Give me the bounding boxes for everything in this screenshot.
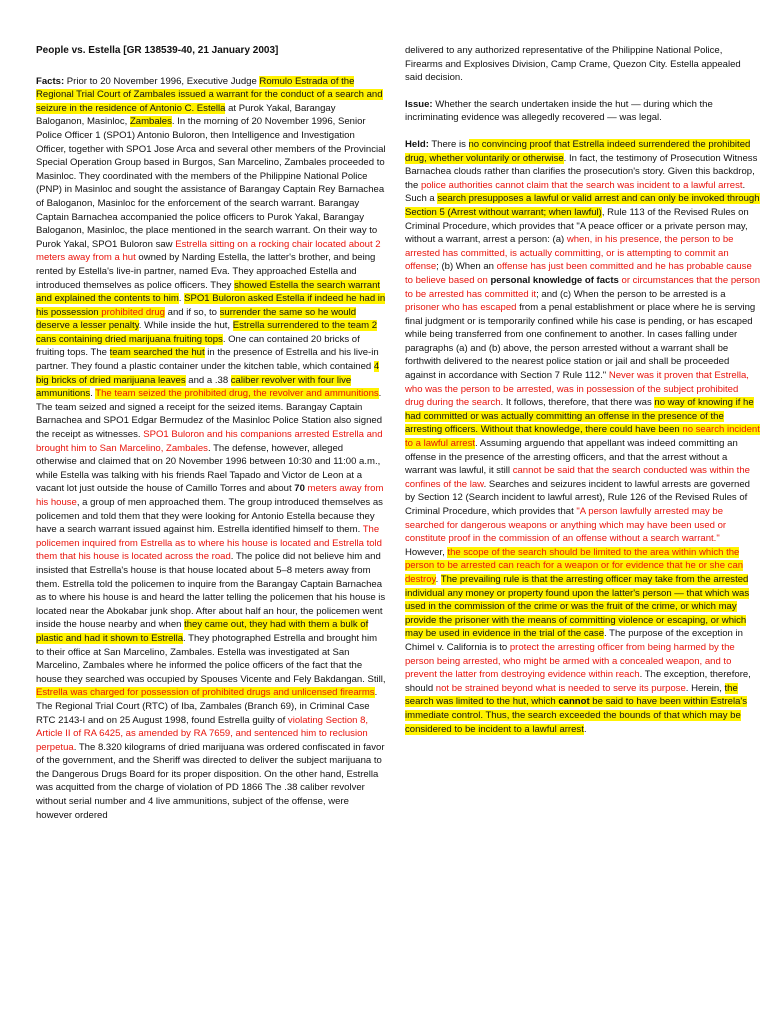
text-run: , Rule 113 of the Revised Rules on Criminal Procedure, which provides that "A peace officer or a private person may, without a warrant, arrest a person: (a) xyxy=(405,206,749,246)
text-run: cannot be said that the search conducted was within the confines of the law xyxy=(405,465,750,490)
text-run: the scope of the search should be limited to the area within which the person to be arrested can reach for a weapon or for evidence that he or she can destroy xyxy=(405,546,744,585)
text-run: . xyxy=(435,573,441,585)
text-run: ; (b) When an xyxy=(436,261,497,273)
text-run: be said to have been within Estrela's immediate control. Thus, the search exceeded the bounds of that which may be considered to be incident to a lawful arrest xyxy=(405,696,747,735)
facts-paragraph xyxy=(36,75,386,823)
text-run: no way of knowing if he had committed or was actually committing an offense in the presence of the arresting officers. Without that knowledge, there could have been xyxy=(405,397,754,436)
text-run: . The defense, however, alleged otherwise and claimed that on 20 November 1996 between 10:30 and 11:00 a.m., while Estella was talking with his friends Rael Tapado and Victor de Leon at a vacant lot just outside the house of Camillo Torres and about xyxy=(36,442,381,495)
text-run: ; and (c) When the person to be arrested is a xyxy=(536,288,726,300)
text-run: cannot xyxy=(558,696,590,708)
text-run: from a penal establishment or place where he is serving final judgment or is temporarily confined while his case is pending, or has escaped while being transferred from one confinement to another. In cases falling under paragraphs (a) and (b) above, the person arrested without a warrant shall be forthwith delivered to the nearest police station or jail and shall be proceeded against in accordance with Section 7 Rule 112." xyxy=(405,302,756,382)
text-run: , a group of men approached them. The group introduced themselves as policemen and told them that they were looking for Antonio Estella because they have a search warrant issued against him. Estrella identified himself to them. xyxy=(36,497,383,536)
text-run: prisoner who has escaped xyxy=(405,302,517,314)
text-run: prohibited drug xyxy=(101,306,165,318)
text-run: . xyxy=(178,293,185,305)
text-run: . The police did not believe him and insisted that Estrella's house is that house located about 5–8 meters away from them. Estrella told the policemen to inquire from the Barangay Captain Barnachea as to where his house is and heard the latter telling the policemen that his house is located near the Abokabar junk shop. After about half an hour, the policemen went inside the house nearby and when xyxy=(36,551,386,631)
text-run: . Herein, xyxy=(685,682,725,694)
text-run: at Purok Yakal, Barangay Baloganon, Masinloc, xyxy=(36,102,336,128)
text-run: . The Regional Trial Court (RTC) of Iba, Zambales (Branch 69), in Criminal Case RTC 2143-I and on 25 August 1998, found Estrella guilty of xyxy=(36,687,378,726)
facts-label: Facts: xyxy=(36,75,65,87)
text-run: and a .38 xyxy=(185,374,231,386)
text-run: owned by Narding Estella, the latter's brother, and being rented by Estella's live-in partner, named Eva. They approached Estella and introduced themselves as police officers. They xyxy=(36,252,376,291)
text-run: no search incident to a lawful arrest xyxy=(405,424,760,450)
text-run: personal knowledge of facts xyxy=(490,274,619,286)
issue-paragraph xyxy=(405,98,760,125)
text-run: . In fact, the testimony of Prosecution Witness Barnachea clouds rather than clarifies the prosecution's story. Given this backdrop, the xyxy=(405,152,758,191)
text-run: and if so, to xyxy=(164,306,220,318)
text-run: violating Section 8, Article II of RA 6425, as amended by RA 7659, and sentenced him to reclusion perpetua xyxy=(36,714,369,753)
text-run: Estrella surrendered to the team 2 cans containing dried marijuana fruiting tops xyxy=(36,320,378,345)
text-run: SPO1 Buloron asked Estella if indeed he had in his possession xyxy=(36,293,386,318)
issue-label: Issue: xyxy=(405,98,433,110)
text-run: police authorities cannot claim that the search was incident to a lawful arrest xyxy=(420,179,743,191)
issue-body: Whether the search undertaken inside the hut — during which the incriminating evidence was allegedly recovered — was legal. xyxy=(405,98,713,124)
text-run: . xyxy=(583,723,587,735)
held-body xyxy=(405,139,760,735)
text-run: . The 8.320 kilograms of dried marijuana was ordered confiscated in favor of the government, and the Sheriff was directed to deliver the subject marijuana to the Dangerous Drugs Board for its proper disposition. On the other hand, Estrella was acquitted from the charge of violation of PD 1866 The .38 caliber revolver without serial number and 4 live ammunitions, subject of the offense, were however ordered xyxy=(36,741,385,821)
text-run: Zambales xyxy=(129,116,172,128)
text-run: Romulo Estrada of the Regional Trial Court of Zambales issued a warrant for the conduct of a search and seizure in the residence of Antonio C. Estella xyxy=(36,75,383,114)
text-run: . Assuming arguendo that appellant was indeed committing an offense in the presence of the arresting officers, and that the arrest without a warrant was lawful, it still xyxy=(405,438,738,477)
text-run: not be strained beyond what is needed to serve its purpose xyxy=(435,682,686,694)
text-run: . The purpose of the exception in Chimel v. California is to xyxy=(405,628,743,653)
text-run: team searched the hut xyxy=(109,347,205,359)
text-run: The policemen inquired from Estrella as to where his house is located and Estrella told them that his house is located across the road xyxy=(36,524,382,563)
text-run: no convincing proof that Estrella indeed surrendered the prohibited drug, whether voluntarily or otherwise xyxy=(405,138,751,164)
text-run: . The team seized and signed a receipt for the seized items. Barangay Captain Barnachea and SPO1 Edgar Bermudez of the Masinloc Police Station also signed the receipt as witnesses. xyxy=(36,388,383,441)
text-run: . They photographed Estrella and brought him to their office at San Marcelino, Zambales. Estella was investigated at San Marcelino, Zambales where he informed the police officers of the fact that the house they searched was occupied by Spouses Vicente and Fely Bakdangan. Still, xyxy=(36,632,386,685)
text-run: caliber revolver with four live ammunitions xyxy=(36,374,352,400)
text-run: . While inside the hut, xyxy=(138,320,233,332)
text-run: surrender the same so he would deserve a lesser penalty xyxy=(36,306,357,332)
text-run: The prevailing rule is that the arresting officer may take from the arrested individual any money or property found upon the latter's person — that which was used in the commission of the crime or was the fruit of the crime, or which may provide the prisoner with the means of committing violence or escaping, or which may be used in evidence in the trial of the case xyxy=(405,573,750,640)
text-run: 70 xyxy=(294,483,305,495)
text-run: . Such a xyxy=(405,179,746,205)
held-paragraph xyxy=(405,138,760,736)
held-label: Held: xyxy=(405,138,429,150)
text-run: Never was it proven that Estrella, who was the person to be arrested, was in possession of the subject prohibited drug during the search xyxy=(405,370,749,409)
text-run: Estrella was charged for possession of prohibited drugs and unlicensed firearms xyxy=(36,687,375,699)
text-run: or circumstances that the person to be arrested has committed it xyxy=(405,274,761,300)
text-run: the search was limited to the hut, which xyxy=(405,682,738,708)
facts-body xyxy=(36,76,386,821)
text-run: . It follows, therefore, that there was xyxy=(500,397,655,409)
text-run: they came out, they had with them a bulk of plastic and had it shown to Estrella xyxy=(36,619,369,644)
text-run: "A person lawfully arrested may be searched for dangerous weapons or anything which may have been used or constitute proof in the commission of an offense without a search warrant." xyxy=(405,506,727,545)
text-run: 4 big bricks of dried marijuana leaves xyxy=(36,361,380,386)
text-run: showed Estella the search warrant and explained the contents to him xyxy=(36,279,381,305)
text-run: There is xyxy=(428,138,469,150)
text-run: Prior to 20 November 1996, Executive Judge xyxy=(64,75,260,87)
text-run: meters away from his house xyxy=(36,483,384,508)
text-run: when, in his presence, the person to be arrested has committed, is actually committing, or is attempting to commit an offense xyxy=(405,234,734,273)
text-run: search presupposes a lawful or valid arrest and can only be invoked through Section 5 (Arrest without warrant; when lawful) xyxy=(405,193,760,218)
text-run: . Searches and seizures incident to lawful arrests are governed by Section 12 (Search incident to lawful arrest), Rule 126 of the Revised Rules of Criminal Procedure, which provides that xyxy=(405,478,750,517)
facts-continuation: delivered to any authorized representative of the Philippine National Police, Firearms and Explosives Division, Camp Crame, Quezon City. Estella appealed said decision. xyxy=(405,45,741,84)
text-run: The team seized the prohibited drug, the revolver and ammunitions xyxy=(95,388,379,400)
case-title: People vs. Estella [GR 138539-40, 21 January 2003] xyxy=(36,45,279,56)
text-run: . The exception, therefore, should xyxy=(405,669,751,694)
right-column xyxy=(405,44,760,749)
text-run: SPO1 Buloron and his companions arrested Estrella and brought him to San Marcelino, Zambales xyxy=(36,429,383,454)
text-run: However, xyxy=(405,546,448,558)
text-run: in the presence of Estrella and his live-in partner. They found a plastic container under the kitchen table, which contained xyxy=(36,347,379,373)
left-column xyxy=(36,44,386,835)
text-run: Estrella sitting on a rocking chair located about 2 meters away from a hut xyxy=(36,238,381,264)
text-run: protect the arresting officer from being harmed by the person being arrested, who might be armed with a concealed weapon, and to prevent the latter from destroying evidence within reach xyxy=(405,641,735,681)
text-run: offense has just been committed and he has probable cause to believe based on xyxy=(405,261,752,286)
text-run: . xyxy=(90,388,96,400)
text-run: . One can contained 20 bricks of fruiting tops. The xyxy=(36,333,360,359)
text-run: . In the morning of 20 November 1996, Senior Police Officer 1 (SPO1) Antonio Buloron, then Intelligence and Investigation Officer, together with SPO1 Jose Arca and several other members of the Provincial Special Operation Group based in Burgos, San Marcelino, Zambales proceeded to Masinloc. They coordinated with the members of the Philippine National Police (PNP) in Masinloc and sought the assistance of Barangay Captain Rey Barnachea of Baloganon, Masinloc for the enforcement of the search warrant. Barangay Captain Barnachea accompanied the police officers to Purok Yakal, Barangay Baloganon, Masinloc, the place mentioned in the search warrant. On their way to Purok Yakal, SPO1 Buloron saw xyxy=(36,116,386,250)
